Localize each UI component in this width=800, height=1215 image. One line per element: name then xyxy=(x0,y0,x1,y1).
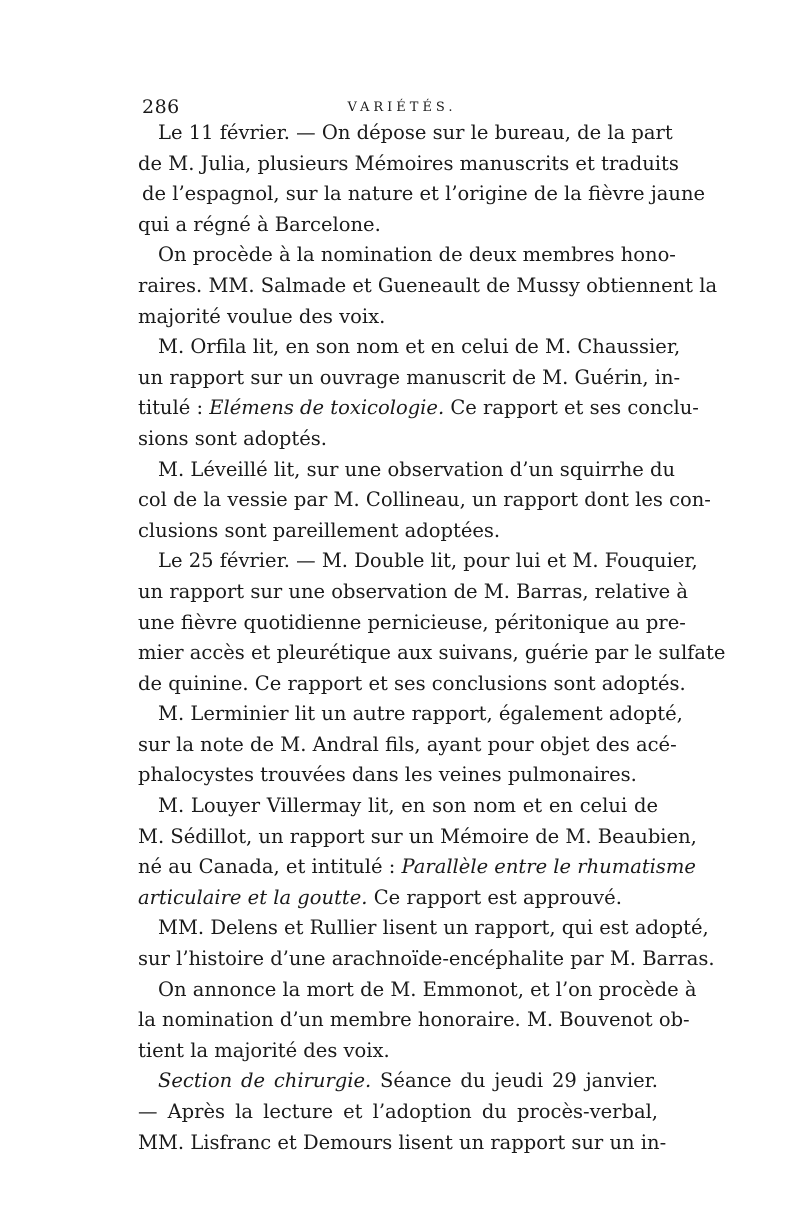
text-segment: M. Orfila lit, en son nom et en celui de M. Chaussier, xyxy=(158,335,681,359)
text-segment: titulé : xyxy=(138,396,210,420)
text-segment: Le 11 février. — On dépose sur le bureau, de la part xyxy=(158,121,673,144)
text-segment: MM. Delens et Rullier lisent un rapport, qui est adopté, xyxy=(158,916,709,940)
text-segment: mier accès et pleurétique aux suivans, guérie par le sulfate xyxy=(138,641,726,665)
text-segment: MM. Lisfranc et Demours lisent un rapport sur un in- xyxy=(138,1130,667,1154)
text-line xyxy=(138,577,688,608)
text-line xyxy=(138,913,709,944)
text-segment: de quinine. Ce rapport et ses conclusions sont adoptés. xyxy=(138,671,686,695)
italic-text: Parallèle entre le rhumatisme xyxy=(401,855,696,879)
text-line xyxy=(138,699,683,730)
italic-text: articulaire et la goutte. xyxy=(138,885,368,909)
text-line xyxy=(138,822,697,853)
text-line xyxy=(138,1128,667,1159)
text-segment: de l’espagnol, sur la nature et l’origine de la fièvre jaune xyxy=(142,182,706,206)
text-line xyxy=(138,210,658,241)
text-segment: M. Léveillé lit, sur une observation d’un squirrhe du xyxy=(158,457,676,481)
text-segment: qui a régné à Barcelone. xyxy=(138,212,381,236)
text-segment: — Après la lecture et l’adoption du procès-verbal, xyxy=(138,1100,658,1123)
text-segment: une fièvre quotidienne pernicieuse, péritonique au pre- xyxy=(138,610,686,634)
text-line xyxy=(138,485,711,516)
text-segment: sions sont adoptés. xyxy=(138,426,328,450)
text-segment: phalocystes trouvées dans les veines pulmonaires. xyxy=(138,763,637,787)
text-segment: clusions sont pareillement adoptées. xyxy=(138,518,501,542)
text-line xyxy=(138,271,718,302)
text-line xyxy=(138,546,698,577)
text-line xyxy=(138,149,679,180)
text-segment: raires. MM. Salmade et Gueneault de Mussy obtiennent la xyxy=(138,273,718,297)
text-line xyxy=(138,852,696,883)
text-segment: On procède à la nomination de deux membres hono- xyxy=(158,243,676,267)
text-segment: sur l’histoire d’une arachnoïde-encéphalite par M. Barras. xyxy=(138,947,715,971)
text-line xyxy=(138,730,677,761)
running-head: VARIÉTÉS. xyxy=(347,100,457,115)
text-segment: de M. Julia, plusieurs Mémoires manuscrits et traduits xyxy=(138,151,679,175)
text-segment: On annonce la mort de M. Emmonot, et l’on procède à xyxy=(158,977,697,1001)
text-segment: né au Canada, et intitulé : xyxy=(138,855,402,879)
text-segment: Séance du jeudi 29 janvier. xyxy=(371,1069,658,1093)
text-line xyxy=(138,455,676,486)
text-line xyxy=(138,1005,690,1036)
text-segment: sur la note de M. Andral fils, ayant pour objet des acé- xyxy=(138,732,677,756)
text-segment: la nomination d’un membre honoraire. M. Bouvenot ob- xyxy=(138,1008,690,1032)
italic-text: Section de chirurgie. xyxy=(158,1069,372,1093)
text-segment: M. Lerminier lit un autre rapport, également adopté, xyxy=(158,702,683,726)
text-line xyxy=(138,424,658,455)
text-line xyxy=(138,608,686,639)
text-line xyxy=(138,638,726,669)
body-text xyxy=(138,118,726,1158)
text-line xyxy=(138,179,706,210)
text-line xyxy=(138,302,658,333)
text-segment: un rapport sur un ouvrage manuscrit de M. Guérin, in- xyxy=(138,365,681,389)
text-line xyxy=(138,393,699,424)
text-segment: tient la majorité des voix. xyxy=(138,1038,390,1062)
text-line xyxy=(138,240,676,271)
text-line xyxy=(138,669,686,700)
text-line xyxy=(138,791,658,822)
text-segment: col de la vessie par M. Collineau, un rapport dont les con- xyxy=(138,488,711,512)
text-segment: Ce rapport et ses conclu- xyxy=(444,396,699,420)
text-segment: Ce rapport est approuvé. xyxy=(367,885,622,909)
text-line xyxy=(138,363,681,394)
text-line xyxy=(138,332,681,363)
page-number: 286 xyxy=(142,96,180,118)
text-line xyxy=(138,516,658,547)
text-line xyxy=(138,975,697,1006)
text-segment: Le 25 février. — M. Double lit, pour lui et M. Fouquier, xyxy=(158,549,698,573)
text-line xyxy=(138,118,673,149)
text-line xyxy=(138,1036,658,1067)
text-segment: M. Sédillot, un rapport sur un Mémoire de M. Beaubien, xyxy=(138,824,697,848)
text-segment: majorité voulue des voix. xyxy=(138,304,386,328)
text-segment: M. Louyer Villermay lit, en son nom et en celui de xyxy=(158,794,658,818)
text-line xyxy=(138,883,658,914)
text-line xyxy=(138,944,715,975)
italic-text: Elémens de toxicologie. xyxy=(209,396,445,420)
text-line xyxy=(138,1066,658,1097)
text-line xyxy=(138,760,658,791)
text-line xyxy=(138,1097,658,1128)
text-segment: un rapport sur une observation de M. Barras, relative à xyxy=(138,579,688,603)
